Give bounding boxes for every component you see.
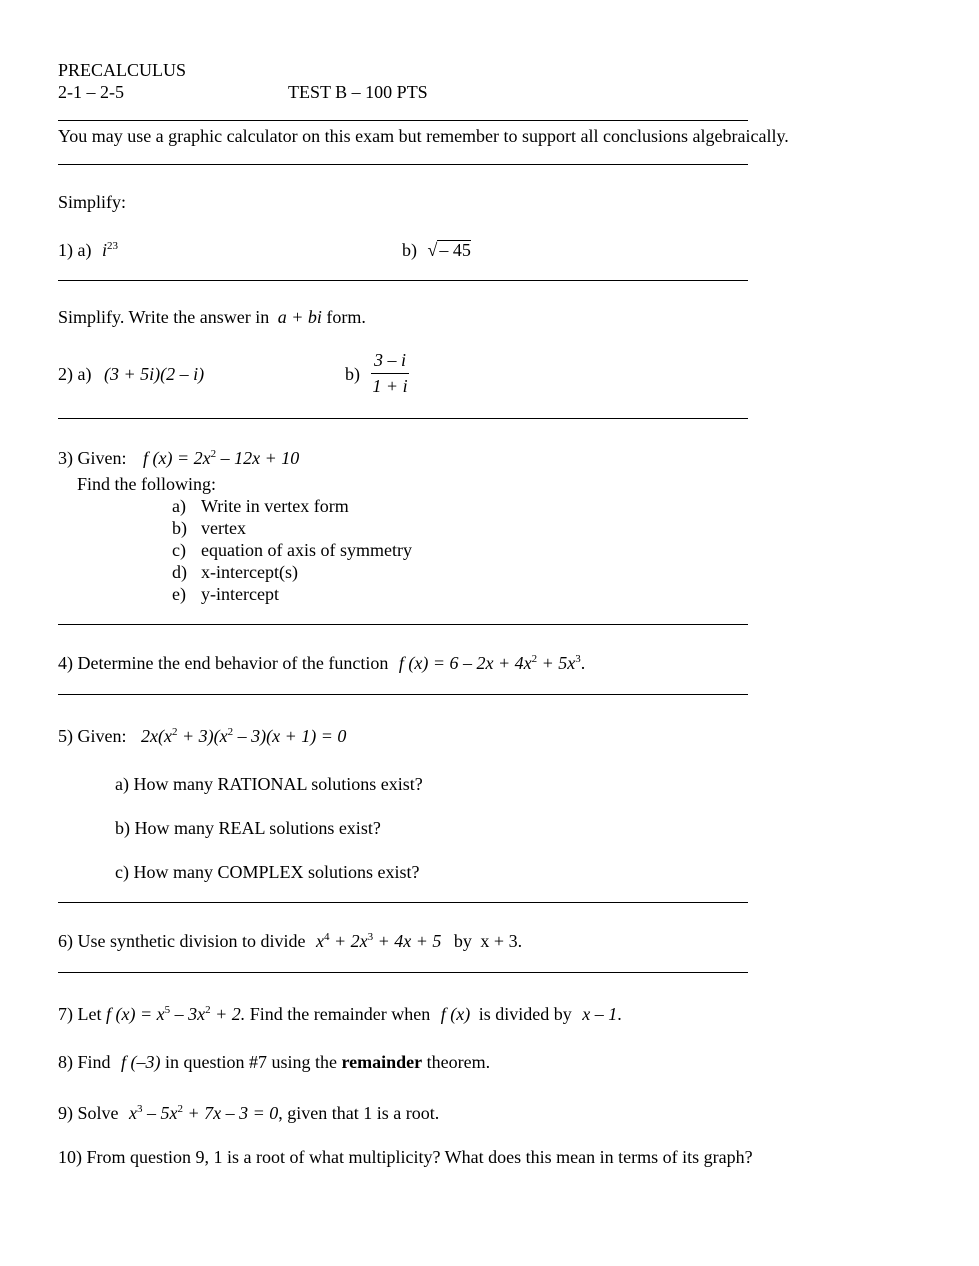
find-label: Find the following: xyxy=(77,474,216,494)
math-expression: (3 + 5i)(2 – i) xyxy=(103,364,205,384)
question-4: 4) Determine the end behavior of the function f $(x) = 6 - 2x + 4x^2 + 5x^3$. xyxy=(58,653,586,673)
list-item: e) y-intercept xyxy=(172,584,279,604)
divider xyxy=(58,694,748,695)
question-number: 1) a) xyxy=(58,240,92,260)
bold-term: remainder xyxy=(341,1052,423,1072)
divider xyxy=(58,164,748,165)
question-8: 8) Find f (–3) in question #7 using the remainder theorem. xyxy=(58,1052,491,1072)
divider xyxy=(58,624,748,625)
question-7: 7) Let f $(x) = x^5 - 3x^2 + 2$. Find the remainder when f (x) is divided by x – 1. xyxy=(58,1004,622,1024)
course-title: PRECALCULUS xyxy=(58,60,187,80)
question-6: 6) Use synthetic division to divide $x^4 + 2x^3 + 4x + 5$ by x + 3. xyxy=(58,931,523,951)
question-1b xyxy=(402,240,471,261)
divider xyxy=(58,280,748,281)
question-5a: a) How many RATIONAL solutions exist? xyxy=(115,774,423,794)
section-range: 2-1 – 2-5 xyxy=(58,82,124,102)
fraction xyxy=(371,350,409,397)
question-5c: c) How many COMPLEX solutions exist? xyxy=(115,862,420,882)
list-item: c) equation of axis of symmetry xyxy=(172,540,412,560)
math-expression: f $(x) = x^5 - 3x^2 + 2$. xyxy=(105,1004,246,1024)
list-item: a) Write in vertex form xyxy=(172,496,349,516)
divider xyxy=(58,972,748,973)
section2-heading: Simplify. Write the answer in a + bi form. xyxy=(58,307,366,327)
divider xyxy=(58,902,748,903)
question-1a xyxy=(58,240,118,261)
math-expression: $x^4 + 2x^3 + 4x + 5$ xyxy=(315,931,442,951)
denominator: 1 + i xyxy=(372,376,408,396)
instructions: You may use a graphic calculator on this exam but remember to support all conclusions algebraically. xyxy=(58,126,789,146)
divider xyxy=(58,418,748,419)
question-5b: b) How many REAL solutions exist? xyxy=(115,818,381,838)
question-9: 9) Solve $x^3 - 5x^2 + 7x - 3 = 0$, given that 1 is a root. xyxy=(58,1103,440,1123)
math-expression: f $(x) = 6 - 2x + 4x^2 + 5x^3$ xyxy=(398,653,581,673)
question-3: 3) Given: f $(x) = 2x^2 - 12x + 10$ xyxy=(58,448,300,468)
sqrt-icon: √ xyxy=(427,240,438,260)
numerator: 3 – i xyxy=(371,350,409,374)
math-expression: $2x(x^2 + 3)(x^2 - 3)(x + 1) = 0$ xyxy=(140,726,347,746)
divisor: x + 3 xyxy=(480,931,518,951)
divider xyxy=(58,120,748,121)
question-10: 10) From question 9, 1 is a root of what multiplicity? What does this mean in terms of its graph? xyxy=(58,1147,753,1167)
radicand: – 45 xyxy=(439,240,471,260)
part-label: b) xyxy=(345,364,360,384)
question-5: 5) Given: $2x(x^2 + 3)(x^2 - 3)(x + 1) = 0$ xyxy=(58,726,347,746)
list-item: d) x-intercept(s) xyxy=(172,562,298,582)
test-title: TEST B – 100 PTS xyxy=(288,82,428,102)
math-expression: f $(x) = 2x^2 - 12x + 10$ xyxy=(142,448,300,468)
question-number: 2) a) xyxy=(58,364,92,384)
list-item: b) vertex xyxy=(172,518,246,538)
math-expression: $x^3 - 5x^2 + 7x - 3 = 0$ xyxy=(129,1103,279,1123)
part-label: b) xyxy=(402,240,417,260)
section1-heading: Simplify: xyxy=(58,192,127,212)
question-2a xyxy=(58,364,204,385)
math-expression: $i^{23}$ xyxy=(101,240,118,260)
